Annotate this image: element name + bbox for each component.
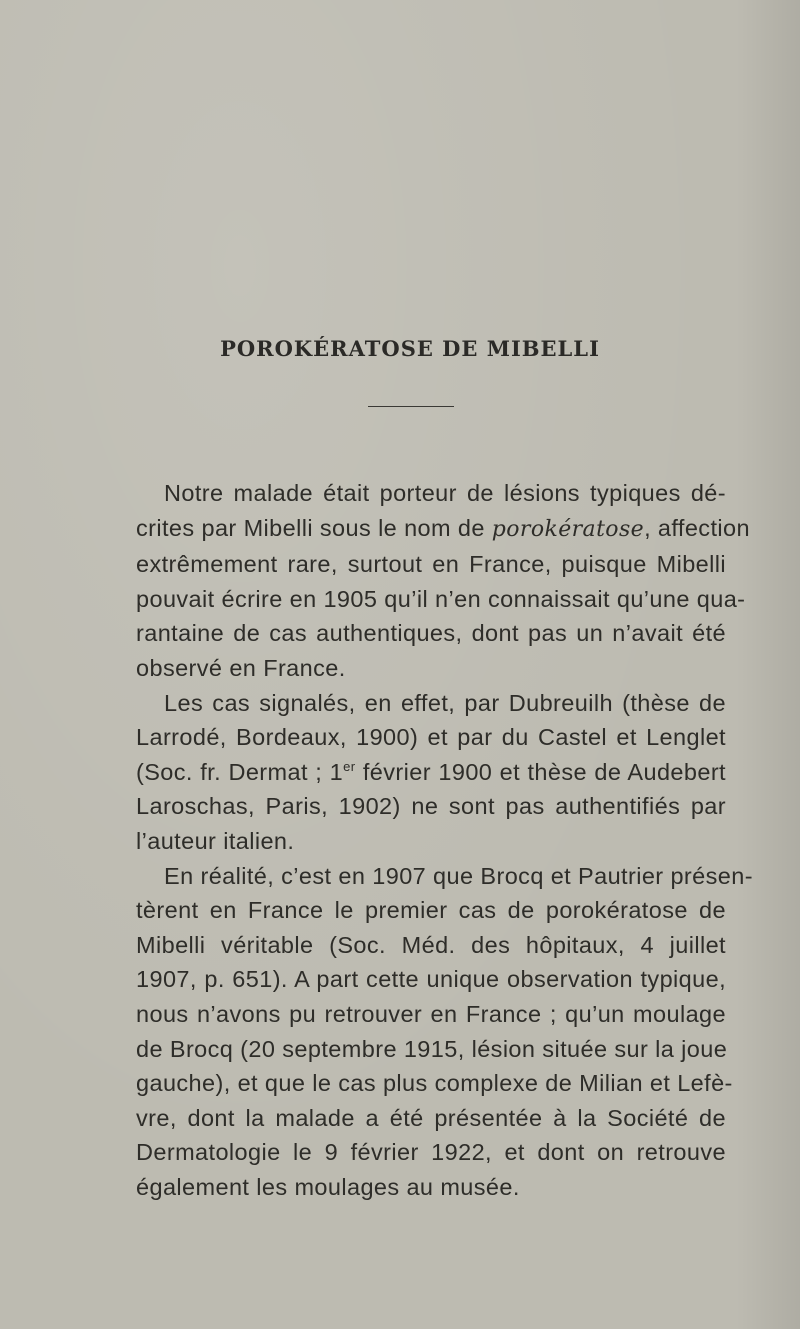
text-line: de Brocq (20 septembre 1915, lésion située sur la joue [136,1035,728,1062]
text-line: Larrodé, Bordeaux, 1900) et par du Castel et Lenglet [136,724,726,751]
text-line: tèrent en France le premier cas de porokératose de [136,897,726,924]
text-line: Dermatologie le 9 février 1922, et dont on retrouve [136,1139,726,1166]
text-line: nous n’avons pu retrouver en France ; qu’un moulage [136,1000,726,1027]
superscript: er [343,758,356,774]
text-line [108,755,726,790]
text-span: (Soc. fr. Dermat ; 1 [136,758,344,785]
page-title: POROKÉRATOSE DE MIBELLI [220,336,600,361]
title-divider [368,406,454,407]
text-line: vre, dont la malade a été présentée à la Société de [136,1104,726,1131]
italic-term: porokératose [491,516,645,542]
text-span: crites par Mibelli sous le nom de [136,514,492,541]
text-line: extrêmement rare, surtout en France, puisque Mibelli [136,551,726,578]
text-line: Mibelli véritable (Soc. Méd. des hôpitaux, 4 juillet [136,931,726,958]
text-line: 1907, p. 651). A part cette unique observation typique, [136,966,726,993]
paragraph-2 [108,686,726,859]
text-line: Notre malade était porteur de lésions typiques dé- [164,480,726,506]
text-line: Laroschas, Paris, 1902) ne sont pas authentifiés par [136,793,726,820]
text-span: février 1900 et thèse de Audebert [355,758,726,785]
text-line: gauche), et que le cas plus complexe de Milian et Lefè- [136,1070,733,1097]
text-line: également les moulages au musée. [136,1173,520,1200]
text-line [108,511,750,548]
paragraph-1 [108,476,750,686]
text-line: pouvait écrire en 1905 qu’il n’en connaissait qu’une qua- [136,585,746,612]
text-line: observé en France. [136,654,346,681]
text-span: , affection [644,514,750,541]
text-line: rantaine de cas authentiques, dont pas un n’avait été [136,620,726,647]
text-line: Les cas signalés, en effet, par Dubreuilh (thèse de [164,689,726,716]
paragraph-3 [108,859,753,1205]
text-line: l’auteur italien. [136,827,295,854]
text-line: En réalité, c’est en 1907 que Brocq et Pautrier présen- [164,862,753,889]
body-text [108,476,753,1204]
